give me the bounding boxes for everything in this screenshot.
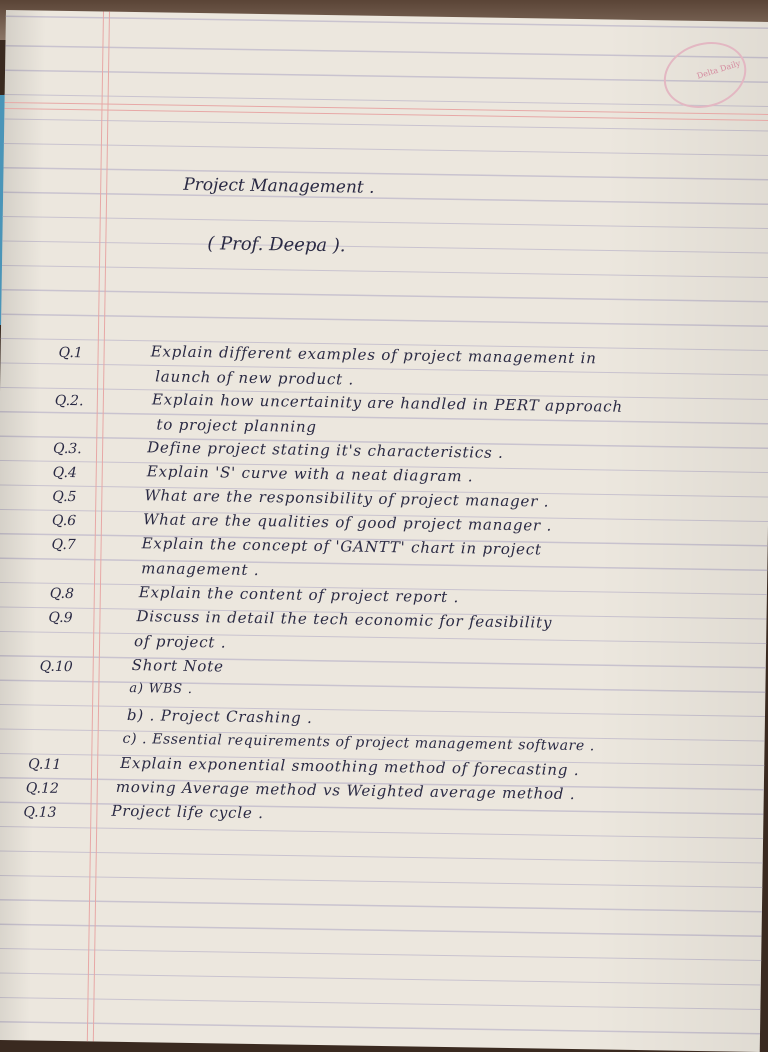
question-text: What are the qualities of good project manager . [142, 510, 553, 535]
question-number: Q.7 [51, 536, 76, 554]
question-subitem: c) . Essential requirements of project management software . [122, 730, 596, 755]
question-text: What are the responsibility of project manager . [144, 486, 550, 511]
question-number: Q.13 [23, 804, 57, 821]
question-number: Q.5 [52, 488, 77, 506]
page-subtitle: ( Prof. Deepa ). [207, 233, 346, 257]
question-text: Project life cycle . [111, 801, 264, 823]
question-subitem: b) . Project Crashing . [126, 705, 313, 727]
question-text: moving Average method vs Weighted average method . [115, 777, 576, 804]
question-subitem: a) WBS . [129, 681, 193, 698]
question-number: Q.11 [28, 756, 62, 773]
question-number: Q.9 [48, 609, 73, 627]
question-text: Explain different examples of project management in [150, 342, 597, 368]
question-text: Explain how uncertainity are handled in PERT approach [151, 390, 624, 416]
question-text: Discuss in detail the tech economic for feasibility [136, 607, 553, 632]
question-text: Short Note [131, 656, 224, 676]
question-number: Q.8 [49, 585, 75, 603]
question-text: to project planning [156, 415, 317, 436]
question-number: Q.2. [54, 392, 84, 410]
question-text: of project . [133, 632, 227, 652]
question-text: Explain the concept of 'GANTT' chart in project [141, 534, 542, 559]
question-text: Explain 'S' curve with a neat diagram . [146, 462, 474, 486]
header-margin-line-2 [4, 108, 768, 121]
question-text: launch of new product . [155, 367, 355, 389]
question-text: Define project stating it's characteristics . [147, 438, 504, 462]
question-number: Q.10 [39, 658, 73, 676]
question-number: Q.3. [52, 440, 82, 458]
question-number: Q.4 [52, 464, 77, 482]
notebook-page [0, 10, 768, 1052]
question-text: Explain exponential smoothing method of forecasting . [120, 753, 580, 780]
question-text: Explain the content of project report . [138, 583, 460, 607]
question-number: Q.6 [51, 512, 77, 530]
question-number: Q.1 [58, 344, 83, 362]
page-title: Project Management . [183, 174, 375, 198]
question-text: management . [141, 559, 260, 580]
notebook-brand-text: Delta Daily [695, 58, 742, 81]
question-number: Q.12 [25, 780, 59, 797]
